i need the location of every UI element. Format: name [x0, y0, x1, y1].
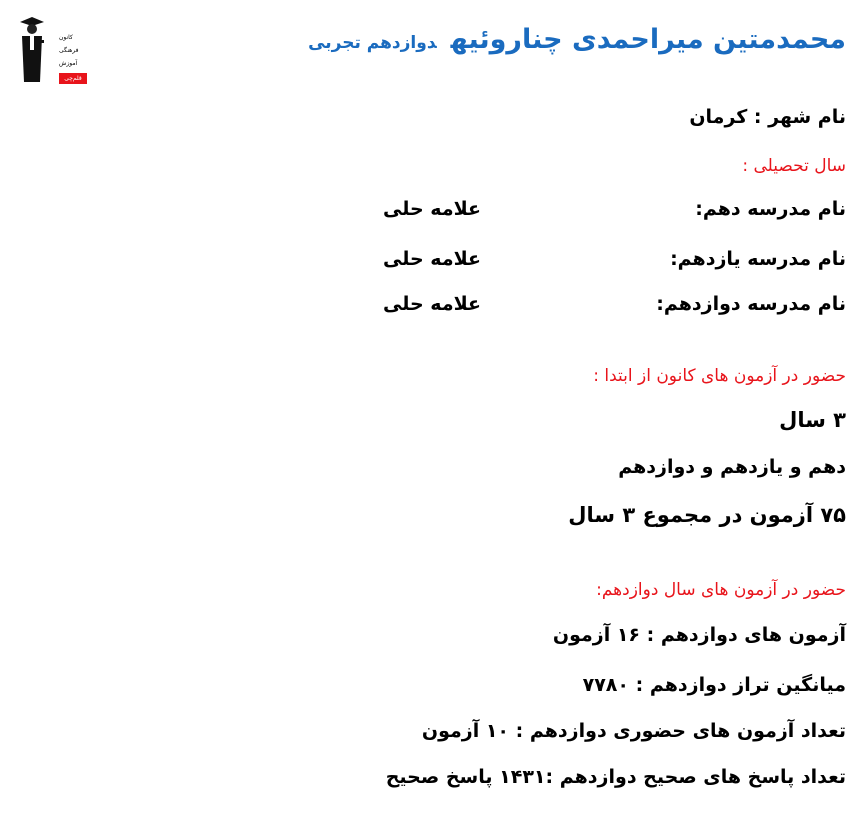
attendance-grades: دهم و یازدهم و دوازدهم	[618, 456, 846, 478]
attendance-years: ۳ سال	[779, 408, 846, 432]
graduate-figure-icon	[18, 14, 44, 86]
attendance-grade12-heading: حضور در آزمون های سال دوازدهم:	[596, 580, 846, 600]
grade12-average-score: میانگین تراز دوازدهم : ۷۷۸۰	[582, 674, 846, 696]
school-label: نام مدرسه دهم:	[695, 198, 846, 220]
city-line: نام شهر : کرمان	[689, 106, 846, 128]
logo-line: فرهنگی	[59, 47, 79, 54]
grade12-exams: آزمون های دوازدهم : ۱۶ آزمون	[552, 624, 846, 646]
student-grade: دوازدهم تجربی	[308, 33, 437, 53]
attendance-total: ۷۵ آزمون در مجموع ۳ سال	[568, 503, 846, 527]
school-row-grade10	[383, 198, 846, 220]
attendance-since-start-heading: حضور در آزمون های کانون از ابتدا :	[593, 366, 846, 386]
school-value: علامه حلی	[383, 293, 481, 315]
school-value: علامه حلی	[383, 248, 481, 270]
logo-line: آموزش	[59, 60, 78, 67]
school-label: نام مدرسه یازدهم:	[670, 248, 846, 270]
student-header	[308, 24, 846, 55]
school-label: نام مدرسه دوازدهم:	[656, 293, 846, 315]
grade12-correct-answers: تعداد پاسخ های صحیح دوازدهم :۱۴۳۱ پاسخ صحیح	[385, 766, 846, 788]
school-row-grade11	[383, 248, 846, 270]
logo-line: کانون	[59, 34, 73, 41]
academic-year-label: سال تحصیلی :	[742, 156, 846, 176]
school-value: علامه حلی	[383, 198, 481, 220]
school-row-grade12	[383, 293, 846, 315]
grade12-in-person: تعداد آزمون های حضوری دوازدهم : ۱۰ آزمون	[421, 720, 846, 742]
kanoon-logo	[18, 14, 82, 86]
logo-badge: قلم‌چی	[59, 73, 87, 84]
student-name: محمدمتین میراحمدی چناروئیه	[450, 24, 846, 55]
